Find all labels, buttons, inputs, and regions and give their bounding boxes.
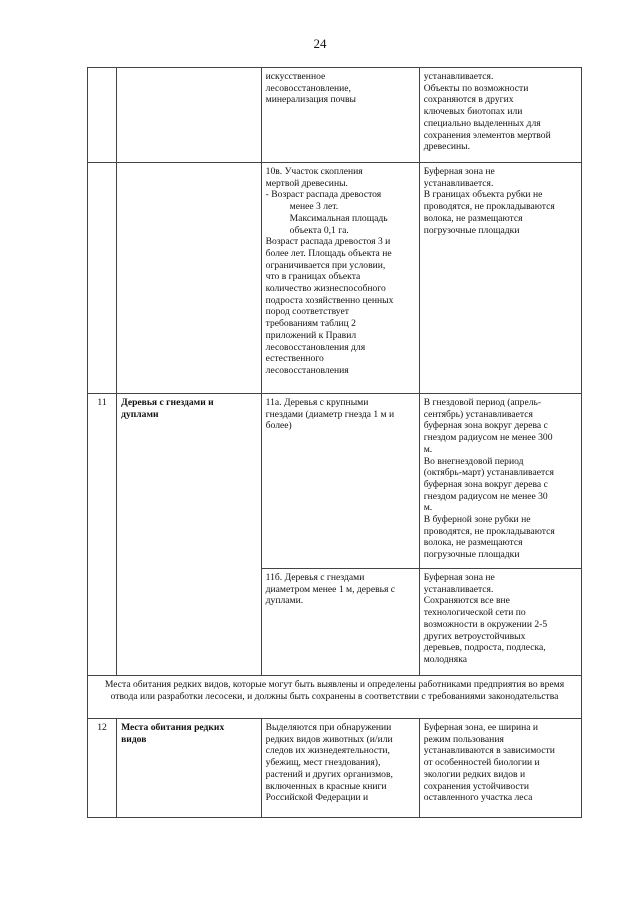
requirements-cell: Буферная зона не устанавливается. Сохраняются все вне технологической сети по возможности в окружении 2-5 других ветроустойчивых деревьев, подроста, подлеска, молодняка	[419, 569, 581, 676]
criteria-cell: 11а. Деревья с крупными гнездами (диаметр гнезда 1 м и более)	[261, 394, 419, 569]
row-number-cell	[88, 163, 117, 394]
table-row	[88, 719, 582, 818]
requirements-cell: Буферная зона, ее ширина и режим пользования устанавливаются в зависимости от особенностей биологии и экологии редких видов и сохранения устойчивости оставленного участка леса	[419, 719, 581, 818]
table-row	[88, 68, 582, 163]
criteria-intro: 10в. Участок скопления мертвой древесины. - Возраст распада древостоя	[265, 166, 382, 201]
section-note: Места обитания редких видов, которые могут быть выявлены и определены работниками предприятия во время отвода или разработки лесосеки, и должны быть сохранены в соответствии с требованиями законодательства	[88, 676, 582, 719]
table-row	[88, 676, 582, 719]
object-name-cell: Деревья с гнездами и дуплами	[117, 394, 262, 676]
criteria-rest: Возраст распада древостоя 3 и более лет. Площадь объекта не ограничивается при условии, что в границах объекта количество жизнеспособного подроста хозяйственно ценных пород соответствует требованиям таблиц 2 приложений к Правил лесовосстановления для естественного лесовосстановления	[265, 236, 394, 376]
row-number-cell	[88, 68, 117, 163]
criteria-cell: 11б. Деревья с гнездами диаметром менее 1 м, деревья с дуплами.	[261, 569, 419, 676]
requirements-cell: устанавливается. Объекты по возможности сохраняются в других ключевых биотопах или специально выделенных для сохранения элементов мертвой древесины.	[419, 68, 581, 163]
object-name-cell	[117, 68, 262, 163]
object-name-cell: Места обитания редких видов	[117, 719, 262, 818]
criteria-indented: менее 3 лет. Максимальная площадь объекта 0,1 га.	[289, 201, 388, 236]
table-row	[88, 394, 582, 569]
object-name-cell	[117, 163, 262, 394]
page-number: 24	[313, 36, 327, 51]
habitat-table	[87, 67, 582, 818]
requirements-cell: В гнездовой период (апрель- сентябрь) устанавливается буферная зона вокруг дерева с гнездом радиусом не менее 300 м. Во внегнездовой период (октябрь-март) устанавливается буферная зона вокруг дерева с гнездом радиусом не менее 30 м. В буферной зоне рубки не проводятся, не прокладываются волока, не размещаются погрузочные площадки	[419, 394, 581, 569]
criteria-cell: Выделяются при обнаружении редких видов животных (и/или следов их жизнедеятельности, убежищ, мест гнездования), растений и других организмов, включенных в красные книги Российской Федерации и	[261, 719, 419, 818]
criteria-cell	[261, 163, 419, 394]
table-row	[88, 163, 582, 394]
row-number-cell: 12	[88, 719, 117, 818]
requirements-cell: Буферная зона не устанавливается. В границах объекта рубки не проводятся, не прокладываются волока, не размещаются погрузочные площадки	[419, 163, 581, 394]
row-number-cell: 11	[88, 394, 117, 676]
criteria-cell: искусственное лесовосстановление, минерализация почвы	[261, 68, 419, 163]
